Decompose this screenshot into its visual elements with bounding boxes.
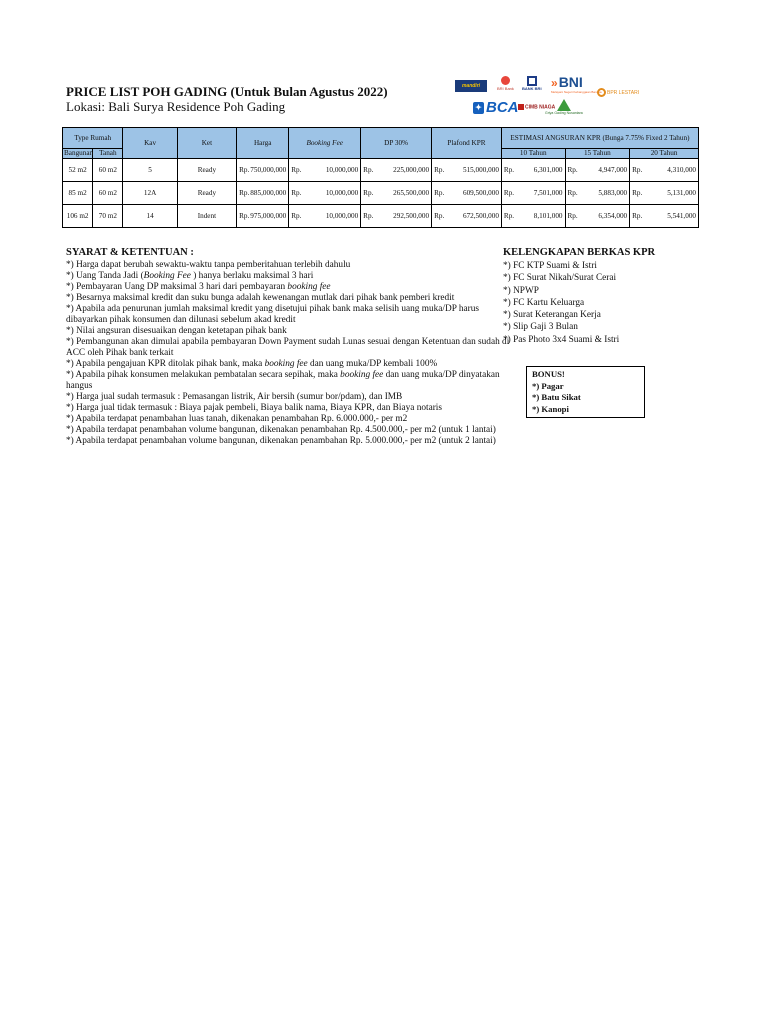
- syarat-item: [66, 326, 511, 337]
- header-dp: DP 30%: [361, 128, 432, 159]
- syarat-item: [66, 271, 511, 282]
- bca-mark-icon: ✦: [473, 102, 484, 114]
- syarat-item: [66, 304, 511, 326]
- t20-value: 5,131,000: [667, 189, 696, 197]
- syarat-text: dan uang muka/DP kembali 100%: [307, 359, 438, 369]
- syarat-emphasis: booking fee: [264, 359, 308, 369]
- currency-label: Rp.: [239, 189, 250, 197]
- currency-label: Rp.: [291, 189, 302, 197]
- cell-tanah: 60 m2: [93, 159, 123, 182]
- header-10-tahun: 10 Tahun: [501, 149, 565, 159]
- berkas-item: *) NPWP: [503, 285, 539, 296]
- booking-fee-value: 10,000,000: [325, 189, 359, 197]
- berkas-item: *) FC KTP Suami & Istri: [503, 261, 597, 271]
- header-estimasi: ESTIMASI ANGSURAN KPR (Bunga 7.75% Fixed 2 Tahun): [501, 128, 698, 149]
- currency-label: Rp.: [291, 166, 302, 174]
- bonus-box: [526, 366, 645, 418]
- header-harga: Harga: [237, 128, 289, 159]
- cell-harga: [237, 205, 289, 228]
- t10-value: 6,301,000: [533, 166, 563, 174]
- currency-label: Rp.: [363, 166, 374, 174]
- cell-tanah: 70 m2: [93, 205, 123, 228]
- bri-mark-icon: [527, 76, 537, 86]
- harga-value: 885,000,000: [250, 189, 287, 197]
- header-tanah: Tanah: [93, 149, 123, 159]
- header-20-tahun: 20 Tahun: [630, 149, 699, 159]
- currency-label: Rp.: [291, 212, 302, 220]
- currency-label: Rp.: [567, 189, 578, 197]
- currency-label: Rp.: [503, 212, 515, 220]
- syarat-item: [66, 337, 511, 359]
- cell-harga: [237, 159, 289, 182]
- syarat-text: *) Harga jual sudah termasuk : Pemasangan listrik, Air bersih (sumur bor/pdam), dan IMB: [66, 392, 403, 402]
- cell-bangunan: 106 m2: [63, 205, 93, 228]
- harga-value: 975,000,000: [250, 212, 287, 220]
- syarat-text: ) hanya berlaku maksimal 3 hari: [190, 271, 314, 281]
- bpr-ring-icon: [597, 88, 606, 97]
- griya-tree-icon: [557, 99, 571, 111]
- bri-small-logo: [497, 76, 514, 91]
- syarat-text: *) Pembangunan akan dimulai apabila pembayaran Down Payment sudah Lunas sesuai dengan Ketentuan dan sudah di ACC oleh Pihak bank terkait: [66, 337, 510, 358]
- cell-plafond: [432, 182, 502, 205]
- bca-label: BCA: [486, 99, 519, 116]
- cell-plafond: [432, 159, 502, 182]
- page-title: PRICE LIST POH GADING (Untuk Bulan Agustus 2022): [66, 84, 388, 99]
- syarat-title: SYARAT & KETENTUAN :: [66, 247, 194, 258]
- syarat-text: *) Pembayaran Uang DP maksimal 3 hari dari pembayaran: [66, 282, 288, 292]
- syarat-text: *) Apabila pihak konsumen melakukan pembatalan secara sepihak, maka: [66, 370, 341, 380]
- bni-tagline: Melayani Negeri Kebanggaan Bangsa: [551, 90, 602, 94]
- bpr-label: BPR LESTARI: [607, 89, 640, 96]
- t15-value: 6,354,000: [598, 212, 628, 220]
- cell-kav: 5: [123, 159, 177, 182]
- currency-label: Rp.: [239, 166, 250, 174]
- cell-kav: 12A: [123, 182, 177, 205]
- bank-bri-label: BANK BRI: [522, 86, 542, 91]
- syarat-text: *) Harga dapat berubah sewaktu-waktu tanpa pemberitahuan terlebih dahulu: [66, 260, 351, 270]
- header-type-rumah: Type Rumah: [63, 128, 123, 149]
- booking-fee-value: 10,000,000: [325, 212, 359, 220]
- syarat-item: [66, 436, 511, 447]
- currency-label: Rp.: [434, 189, 445, 197]
- syarat-item: [66, 392, 511, 403]
- berkas-item: *) Slip Gaji 3 Bulan: [503, 322, 578, 333]
- price-table-body: [63, 159, 699, 228]
- t20-value: 5,541,000: [667, 212, 696, 220]
- syarat-text: *) Apabila pengajuan KPR ditolak pihak bank, maka: [66, 359, 265, 369]
- cell-15-tahun: [565, 205, 630, 228]
- cell-dp: [361, 205, 432, 228]
- currency-label: Rp.: [239, 212, 250, 220]
- currency-label: Rp.: [503, 189, 515, 197]
- harga-value: 750,000,000: [250, 166, 287, 174]
- bni-logo: [551, 74, 602, 94]
- currency-label: Rp.: [632, 189, 643, 197]
- table-row: [63, 159, 699, 182]
- dp-value: 265,500,000: [393, 189, 430, 197]
- syarat-item: [66, 425, 511, 436]
- berkas-item: *) FC Kartu Keluarga: [503, 297, 585, 308]
- currency-label: Rp.: [363, 189, 374, 197]
- cell-10-tahun: [501, 205, 565, 228]
- cell-20-tahun: [630, 159, 699, 182]
- currency-label: Rp.: [434, 212, 445, 220]
- cell-10-tahun: [501, 182, 565, 205]
- cell-tanah: 60 m2: [93, 182, 123, 205]
- table-row: [63, 182, 699, 205]
- cell-booking-fee: [289, 182, 361, 205]
- cell-harga: [237, 182, 289, 205]
- t10-value: 8,101,000: [533, 212, 563, 220]
- syarat-emphasis: Booking Fee: [143, 271, 191, 281]
- syarat-text: *) Harga jual tidak termasuk : Biaya pajak pembeli, Biaya balik nama, Biaya KPR, dan Biaya notaris: [66, 403, 442, 413]
- cell-booking-fee: [289, 205, 361, 228]
- syarat-text: *) Apabila terdapat penambahan luas tanah, dikenakan penambahan Rp. 6.000.000,- per m2: [66, 414, 408, 424]
- syarat-emphasis: booking fee: [287, 282, 331, 292]
- cimb-mark-icon: [518, 104, 524, 110]
- syarat-emphasis: booking fee: [340, 370, 384, 380]
- table-row: [63, 205, 699, 228]
- cell-plafond: [432, 205, 502, 228]
- bonus-item: *) Pagar: [532, 380, 564, 391]
- header-kav: Kav: [123, 128, 177, 159]
- syarat-item: [66, 359, 511, 370]
- syarat-item: [66, 370, 511, 392]
- plafond-value: 515,000,000: [462, 166, 499, 174]
- berkas-section: [503, 246, 703, 346]
- currency-label: Rp.: [632, 166, 643, 174]
- bank-bri-logo: [522, 76, 542, 91]
- currency-label: Rp.: [567, 166, 578, 174]
- cell-booking-fee: [289, 159, 361, 182]
- bca-logo: [473, 99, 519, 116]
- bpr-lestari-logo: [597, 88, 639, 97]
- dp-value: 225,000,000: [393, 166, 430, 174]
- price-table: [62, 127, 699, 228]
- cell-10-tahun: [501, 159, 565, 182]
- cell-dp: [361, 159, 432, 182]
- griya-label: Griya Gading Nusantara: [545, 111, 583, 115]
- header-ket: Ket: [177, 128, 236, 159]
- cell-15-tahun: [565, 159, 630, 182]
- syarat-text: *) Apabila terdapat penambahan volume bangunan, dikenakan penambahan Rp. 5.000.000,- per m2 (untuk 2 lantai): [66, 436, 496, 446]
- currency-label: Rp.: [363, 212, 374, 220]
- bni-arrows-icon: »: [551, 76, 558, 90]
- bni-label: BNI: [558, 74, 583, 90]
- header-plafond: Plafond KPR: [432, 128, 502, 159]
- mandiri-logo: mandiri: [455, 80, 487, 92]
- bonus-item: *) Kanopi: [532, 403, 569, 414]
- location-subtitle: Lokasi: Bali Surya Residence Poh Gading: [66, 99, 286, 114]
- syarat-section: [66, 246, 511, 447]
- syarat-text: *) Apabila terdapat penambahan volume bangunan, dikenakan penambahan Rp. 4.500.000,- per m2 (untuk 1 lantai): [66, 425, 496, 435]
- syarat-text: *) Nilai angsuran disesuaikan dengan ketetapan pihak bank: [66, 326, 287, 336]
- bri-dot-icon: [501, 76, 510, 85]
- cell-15-tahun: [565, 182, 630, 205]
- syarat-text: *) Uang Tanda Jadi (: [66, 271, 144, 281]
- currency-label: Rp.: [503, 166, 515, 174]
- berkas-title: KELENGKAPAN BERKAS KPR: [503, 247, 656, 258]
- currency-label: Rp.: [434, 166, 445, 174]
- berkas-item: *) Surat Keterangan Kerja: [503, 310, 601, 321]
- syarat-text: dan uang muka/DP dinyatakan hangus: [66, 370, 500, 391]
- syarat-item: [66, 403, 511, 414]
- t15-value: 4,947,000: [598, 166, 628, 174]
- dp-value: 292,500,000: [393, 212, 430, 220]
- currency-label: Rp.: [567, 212, 578, 220]
- syarat-item: [66, 293, 511, 304]
- cell-20-tahun: [630, 205, 699, 228]
- cell-dp: [361, 182, 432, 205]
- t10-value: 7,501,000: [533, 189, 563, 197]
- syarat-text: *) Apabila ada penurunan jumlah maksimal kredit yang disetujui pihak bank maka selisih uang muka/DP harus dibayarkan pihak konsumen dan dilunasi sebelum akad kredit: [66, 304, 480, 325]
- cell-ket: Ready: [177, 182, 236, 205]
- cell-bangunan: 52 m2: [63, 159, 93, 182]
- cell-20-tahun: [630, 182, 699, 205]
- header-bangunan: Bangunan: [64, 149, 94, 157]
- bonus-title: BONUS!: [532, 369, 565, 379]
- bank-logos: [450, 72, 660, 122]
- syarat-item: [66, 260, 511, 271]
- t20-value: 4,310,000: [667, 166, 696, 174]
- cell-ket: Ready: [177, 159, 236, 182]
- berkas-item: *) FC Surat Nikah/Surat Cerai: [503, 273, 617, 284]
- syarat-text: *) Besarnya maksimal kredit dan suku bunga adalah kewenangan mutlak dari pihak bank pemberi kredit: [66, 293, 455, 303]
- booking-fee-value: 10,000,000: [325, 166, 359, 174]
- cell-kav: 14: [123, 205, 177, 228]
- currency-label: Rp.: [632, 212, 643, 220]
- header-booking-fee: Booking Fee: [289, 128, 361, 159]
- t15-value: 5,883,000: [598, 189, 628, 197]
- cimb-label: CIMB NIAGA: [525, 104, 556, 111]
- plafond-value: 609,500,000: [462, 189, 499, 197]
- berkas-item: *) Pas Photo 3x4 Suami & Istri: [503, 334, 620, 345]
- griya-logo: [545, 99, 583, 115]
- syarat-item: [66, 414, 511, 425]
- header-15-tahun: 15 Tahun: [565, 149, 630, 159]
- cell-bangunan: 85 m2: [63, 182, 93, 205]
- syarat-item: [66, 282, 511, 293]
- bonus-item: *) Batu Sikat: [532, 392, 581, 402]
- cell-ket: Indent: [177, 205, 236, 228]
- plafond-value: 672,500,000: [462, 212, 499, 220]
- bri-small-label: BRI Bank: [497, 86, 514, 91]
